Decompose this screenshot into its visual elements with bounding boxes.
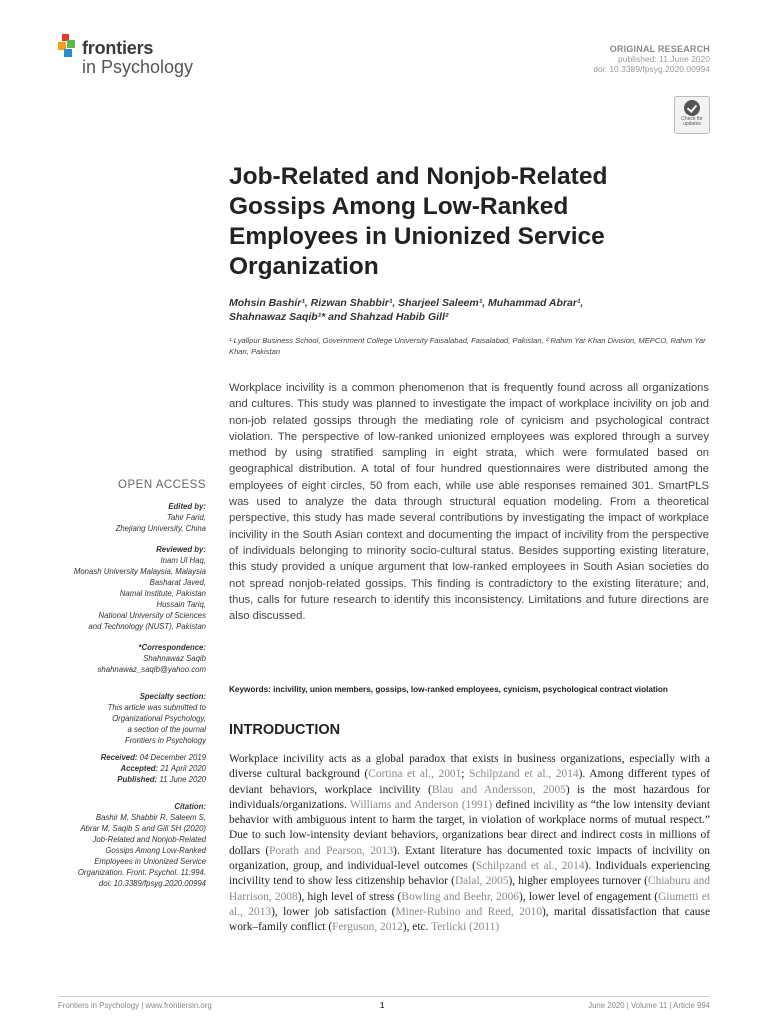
footer-divider [58, 996, 710, 997]
body-text: ). Among different types of deviant behaviors, workplace incivility ( [229, 768, 710, 796]
citation-link[interactable]: Williams and Anderson (1991) [350, 798, 493, 811]
citation-link[interactable]: Cortina et al., 2001 [368, 768, 462, 781]
citation-line: Organization. Front. Psychol. 11:994. [77, 868, 206, 877]
citation-link[interactable]: Giumetti et al., 2013 [229, 890, 710, 918]
accepted-value: 21 April 2020 [160, 764, 206, 773]
section-heading: INTRODUCTION [229, 722, 341, 738]
open-access-label: OPEN ACCESS [118, 479, 206, 491]
body-text: ) is the most hazardous for individuals/organizations. [229, 783, 710, 811]
authors-line[interactable]: Shahnawaz Saqib¹* and Shahzad Habib Gill² [229, 311, 449, 323]
check-icon [684, 100, 700, 116]
citation-link[interactable]: Porath and Pearson, 2013 [269, 844, 394, 857]
body-text: defined incivility as “the low intensity deviant behavior with ambiguous intent to harm the target, in violation of workplace norms of mutual respect.” Due to such low-intensity deviant behaviors, organizations bear direct and indirect costs in millions of dollars ( [229, 798, 710, 857]
body-text: ), marital dissatisfaction that cause work–family conflict ( [229, 905, 710, 934]
citation-link[interactable]: Dalal, 2005 [454, 875, 509, 888]
reviewed-by-label: Reviewed by: [156, 545, 206, 554]
citation-link[interactable]: Schilpzand et al., 2014 [469, 768, 579, 781]
citation-line: Employees in Unionized Service [94, 857, 206, 866]
citation-line: Abrar M, Saqib S and Gill SH (2020) [80, 824, 206, 833]
specialty-line: This article was submitted to [107, 703, 206, 712]
accepted-date [40, 763, 206, 774]
body-text: ), lower level of engagement ( [519, 890, 659, 903]
body-text: ), etc. [402, 921, 432, 934]
citation-line: Job-Related and Nonjob-Related [92, 835, 206, 844]
specialty-line: Frontiers in Psychology [124, 736, 206, 745]
received-value: 04 December 2019 [139, 753, 206, 762]
article-type: ORIGINAL RESEARCH [609, 44, 710, 54]
journal-name-primary: frontiers [82, 38, 154, 58]
citation-link[interactable]: Blau and Andersson, 2005 [431, 783, 566, 796]
footer-volume: June 2020 | Volume 11 | Article 994 [588, 1001, 710, 1010]
edited-by-label: Edited by: [168, 502, 206, 511]
citation-line: Bashir M, Shabbir R, Saleem S, [95, 813, 206, 822]
citation-link[interactable]: Chiaburu and Harrison, 2008 [229, 875, 710, 903]
footer-journal[interactable]: Frontiers in Psychology | www.frontiersin.org [58, 1001, 212, 1010]
citation-link[interactable]: Schilpzand et al., 2014 [475, 860, 585, 873]
article-meta [593, 44, 710, 74]
citation-link[interactable]: Ferguson, 2012 [332, 921, 403, 934]
specialty-section-label: Specialty section: [139, 692, 206, 701]
body-text: ). Individuals experiencing incivility tend to show less citizenship behavior ( [229, 860, 710, 888]
badge-label: Check for updates [681, 116, 703, 127]
published-label: Published: [117, 775, 158, 784]
body-text: ), high level of stress ( [297, 890, 402, 903]
specialty-line: Organizational Psychology, [112, 714, 206, 723]
reviewer-line: Namal Institute, Pakistan [119, 589, 206, 598]
keywords: Keywords: incivility, union members, gossips, low-ranked employees, cynicism, psychological contract violation [229, 685, 668, 694]
journal-logo[interactable] [58, 34, 208, 80]
reviewer-line: and Technology (NUST), Pakistan [88, 622, 206, 631]
reviewer-line: Basharat Javed, [149, 578, 206, 587]
reviewer-line: Inam Ul Haq, [160, 556, 206, 565]
editor-line: Zhejiang University, China [115, 524, 206, 533]
reviewer-line: National University of Sciences [98, 611, 206, 620]
reviewer-line: Monash University Malaysia, Malaysia [73, 567, 206, 576]
published-date: published: 11 June 2020 [617, 54, 710, 64]
article-title: Job-Related and Nonjob-Related Gossips Among Low-Ranked Employees in Unionized Service Organization [229, 163, 608, 280]
author-list [229, 296, 709, 324]
editor-line: Tahir Farid, [166, 513, 206, 522]
correspondence-name: Shahnawaz Saqib [143, 654, 206, 663]
citation-label: Citation: [174, 802, 206, 811]
authors-line[interactable]: Mohsin Bashir¹, Rizwan Shabbir¹, Sharjeel Saleem¹, Muhammad Abrar¹, [229, 297, 584, 309]
check-for-updates-badge[interactable] [674, 96, 710, 134]
journal-name-secondary: in Psychology [82, 57, 194, 77]
correspondence-email[interactable]: shahnawaz_saqib@yahoo.com [97, 665, 206, 674]
affiliations: ¹ Lyallpur Business School, Government College University Faisalabad, Faisalabad, Pakistan, ² Rahim Yar Khan Division, MEPCO, Rahim Yar Khan, Pakistan [229, 336, 706, 356]
body-text: ), lower job satisfaction ( [271, 905, 396, 918]
citation-link[interactable]: Terlicki (2011) [431, 921, 500, 934]
article-info-sidebar [40, 480, 206, 889]
introduction-text [229, 752, 710, 936]
published-date-sidebar [40, 774, 206, 785]
correspondence-label: *Correspondence: [138, 643, 206, 652]
received-date [40, 752, 206, 763]
citation-doi[interactable]: doi: 10.3389/fpsyg.2020.00994 [98, 879, 206, 888]
body-text: ). Extant literature has documented toxic impacts of incivility on organization, group, and individual-level outcomes ( [229, 844, 710, 873]
accepted-label: Accepted: [120, 764, 159, 773]
specialty-line: a section of the journal [127, 725, 206, 734]
abstract: Workplace incivility is a common phenomenon that is frequently found across all organizations and cultures. This study was planned to investigate the impact of workplace incivility on job and non-job related gossips through the mediating role of cynicism and psychological contract violation. The perspective of low-ranked unionized employees was explored through a survey method by using stratified sampling in eight strata, which were formulated based on geographical distribution. A total of four hundred questionnaires were distributed among the employees of eight circles, 50 from each, while use able responses remained 301. SmartPLS was used to analyze the data through structural equation modeling. From a theoretical perspective, this study has made several contributions by investigating the impact of workplace incivility in the South Asian context and documenting the impact of incivility from the perspective of individuals belonging to minority socio-cultural status. Besides supporting existing literature, this study provided a unique argument that low-ranked employees in South Asian societies do not spread nonjob-related gossips. This finding is contradictory to the existing literature; and, thus, calls for future research to identify this inconsistency. Limitations and future directions are also discussed. [229, 382, 709, 623]
citation-line: Gossips Among Low-Ranked [105, 846, 206, 855]
body-text: ), higher employees turnover ( [508, 875, 648, 888]
page-number: 1 [380, 1001, 385, 1010]
doi[interactable]: doi: 10.3389/fpsyg.2020.00994 [593, 64, 710, 74]
reviewer-line: Hussain Tariq, [156, 600, 206, 609]
published-value: 11 June 2020 [159, 775, 206, 784]
citation-link[interactable]: Miner-Rubino and Reed, 2010 [395, 905, 543, 918]
body-text: ; [461, 768, 470, 781]
frontiers-logo-icon [58, 34, 80, 60]
body-text: Workplace incivility acts as a global paradox that exists in business organizations, especially with a diverse cultural background ( [229, 753, 710, 781]
received-label: Received: [100, 753, 138, 762]
citation-link[interactable]: Bowling and Beehr, 2006 [401, 890, 520, 903]
